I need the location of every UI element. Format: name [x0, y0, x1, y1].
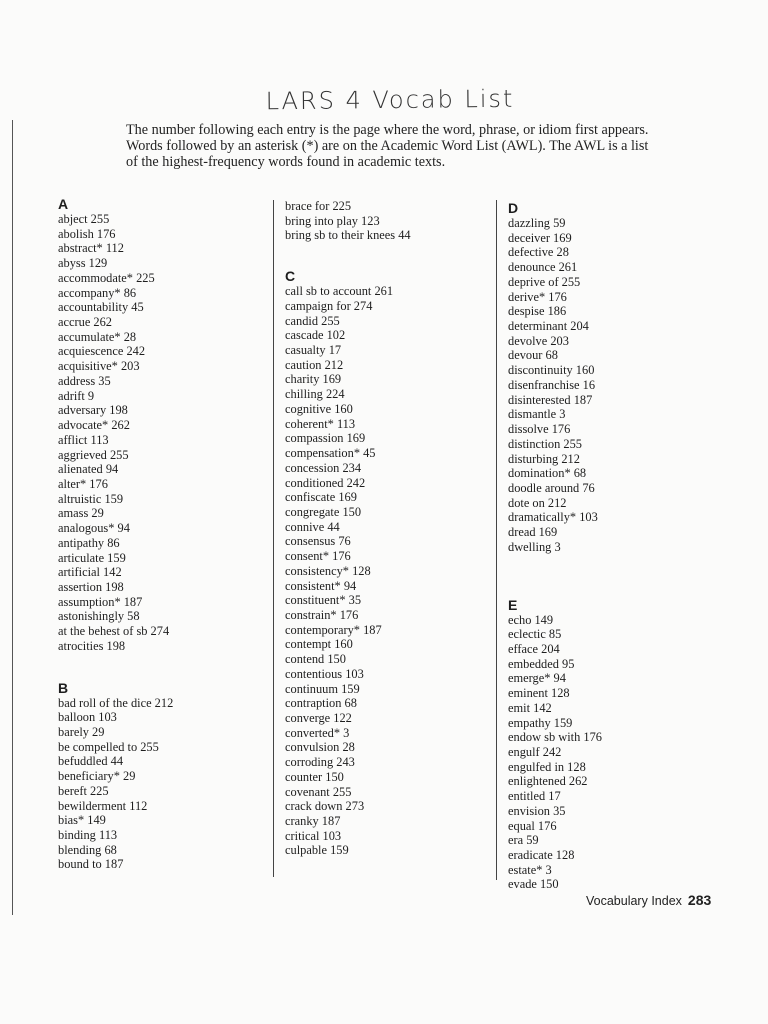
index-entry: alienated 94: [58, 462, 119, 477]
index-entry: contend 150: [285, 652, 346, 667]
index-entry: adrift 9: [58, 388, 95, 403]
index-entry: contentious 103: [285, 666, 364, 681]
index-entry: abyss 129: [58, 256, 108, 271]
index-entry: devolve 203: [508, 333, 569, 348]
index-entry: advocate* 262: [58, 418, 130, 433]
index-entry: casualty 17: [285, 343, 342, 358]
index-entry: endow sb with 176: [508, 730, 602, 745]
index-entry: deceiver 169: [508, 230, 572, 245]
intro-paragraph: The number following each entry is the page where the word, phrase, or idiom first appears. Words followed by an asterisk (*) are on the Academic Word List (AWL). The AWL is a list of the highest-frequency words found in academic texts.: [126, 122, 649, 170]
index-entry: doodle around 76: [508, 480, 595, 495]
index-entry: culpable 159: [285, 843, 349, 858]
index-entry: binding 113: [58, 828, 118, 843]
page-title: LARS 4 Vocab List: [265, 84, 515, 116]
index-entry: concession 234: [285, 460, 362, 475]
index-entry: at the behest of sb 274: [58, 624, 170, 639]
entry-list-b-part2: [285, 199, 485, 243]
index-entry: balloon 103: [58, 710, 117, 725]
index-entry: disturbing 212: [508, 451, 580, 466]
index-entry: atrocities 198: [58, 638, 126, 653]
index-entry: address 35: [58, 373, 111, 388]
index-entry: bewilderment 112: [58, 798, 148, 813]
index-entry: bereft 225: [58, 783, 109, 798]
index-entry: connive 44: [285, 519, 340, 534]
index-entry: coherent* 113: [285, 416, 356, 431]
index-column-1: [58, 196, 258, 872]
index-entry: dwelling 3: [508, 539, 561, 554]
index-entry: deprive of 255: [508, 274, 581, 289]
index-entry: bias* 149: [58, 813, 106, 828]
index-entry: disenfranchise 16: [508, 377, 596, 392]
index-entry: efface 204: [508, 641, 560, 656]
index-entry: cranky 187: [285, 814, 341, 829]
index-entry: campaign for 274: [285, 298, 373, 313]
index-entry: consistency* 128: [285, 563, 371, 578]
entry-list-c: [285, 284, 485, 858]
index-entry: abstract* 112: [58, 241, 124, 256]
index-entry: eradicate 128: [508, 848, 575, 863]
index-entry: eclectic 85: [508, 627, 562, 642]
page-edge-line: [12, 120, 13, 915]
index-entry: determinant 204: [508, 319, 589, 334]
index-entry: afflict 113: [58, 432, 109, 447]
index-entry: accompany* 86: [58, 285, 137, 300]
index-entry: distinction 255: [508, 436, 582, 451]
index-entry: disinterested 187: [508, 392, 593, 407]
index-entry: amass 29: [58, 506, 104, 521]
index-entry: confiscate 169: [285, 490, 357, 505]
index-entry: constrain* 176: [285, 607, 359, 622]
index-entry: echo 149: [508, 612, 554, 627]
index-entry: blending 68: [58, 842, 117, 857]
index-entry: accumulate* 28: [58, 329, 137, 344]
index-entry: devour 68: [508, 348, 558, 363]
index-entry: critical 103: [285, 828, 342, 843]
index-entry: abject 255: [58, 212, 110, 226]
index-entry: emerge* 94: [508, 671, 566, 686]
index-entry: covenant 255: [285, 784, 352, 799]
index-column-2: [285, 199, 485, 858]
index-entry: eminent 128: [508, 686, 570, 701]
entry-list-d: [508, 216, 708, 555]
index-entry: compassion 169: [285, 431, 366, 446]
index-entry: befuddled 44: [58, 754, 124, 769]
index-entry: empathy 159: [508, 715, 573, 730]
section-letter-b: B: [58, 679, 69, 696]
column-divider: [273, 200, 274, 877]
index-entry: bad roll of the dice 212: [58, 695, 174, 710]
index-entry: engulf 242: [508, 745, 562, 759]
index-entry: denounce 261: [508, 260, 578, 275]
index-entry: compensation* 45: [285, 446, 376, 461]
index-entry: envision 35: [508, 803, 566, 818]
index-entry: continuum 159: [285, 681, 360, 696]
index-entry: discontinuity 160: [508, 363, 595, 378]
index-entry: bring into play 123: [285, 213, 380, 228]
page-footer: [586, 892, 711, 908]
index-entry: acquisitive* 203: [58, 359, 140, 374]
index-entry: corroding 243: [285, 755, 355, 770]
index-entry: cascade 102: [285, 328, 346, 343]
index-entry: abolish 176: [58, 226, 116, 241]
index-entry: contempt 160: [285, 637, 353, 652]
index-entry: brace for 225: [285, 199, 352, 213]
index-entry: acquiescence 242: [58, 344, 146, 359]
page-number: 283: [687, 892, 712, 908]
section-letter-d: D: [508, 200, 519, 216]
index-entry: crack down 273: [285, 799, 365, 814]
column-divider: [496, 200, 497, 880]
index-entry: astonishingly 58: [58, 609, 140, 624]
index-entry: contraption 68: [285, 696, 357, 711]
index-entry: estate* 3: [508, 862, 552, 877]
index-entry: adversary 198: [58, 403, 128, 418]
index-entry: defective 28: [508, 245, 569, 260]
index-entry: accountability 45: [58, 300, 144, 315]
index-entry: chilling 224: [285, 387, 345, 402]
index-entry: consensus 76: [285, 534, 351, 549]
index-entry: entitled 17: [508, 789, 561, 804]
index-entry: engulfed in 128: [508, 759, 586, 774]
index-entry: alter* 176: [58, 476, 108, 491]
index-entry: antipathy 86: [58, 535, 120, 550]
index-entry: be compelled to 255: [58, 739, 159, 754]
index-entry: derive* 176: [508, 289, 567, 304]
index-entry: consistent* 94: [285, 578, 357, 593]
index-entry: converted* 3: [285, 725, 350, 740]
index-entry: charity 169: [285, 372, 342, 387]
index-entry: equal 176: [508, 818, 557, 833]
index-entry: contemporary* 187: [285, 622, 382, 637]
section-letter-e: E: [508, 596, 518, 613]
index-entry: call sb to account 261: [285, 284, 394, 299]
index-entry: constituent* 35: [285, 593, 362, 608]
index-entry: despise 186: [508, 304, 567, 319]
index-entry: dote on 212: [508, 495, 567, 510]
entry-list-e: [508, 613, 708, 893]
index-entry: enlightened 262: [508, 774, 588, 789]
index-entry: accrue 262: [58, 315, 113, 330]
index-entry: candid 255: [285, 313, 340, 328]
index-entry: dissolve 176: [508, 422, 571, 437]
section-letter-a: A: [58, 196, 69, 212]
index-entry: dismantle 3: [508, 407, 566, 422]
index-entry: aggrieved 255: [58, 447, 129, 462]
index-entry: dramatically* 103: [508, 510, 598, 525]
index-entry: dread 169: [508, 525, 558, 540]
index-entry: assumption* 187: [58, 594, 143, 609]
index-entry: barely 29: [58, 725, 105, 739]
index-column-3: [508, 200, 708, 892]
entry-list-b-part1: [58, 696, 258, 873]
index-entry: counter 150: [285, 769, 344, 784]
index-entry: caution 212: [285, 357, 344, 372]
index-entry: embedded 95: [508, 656, 575, 671]
footer-label: Vocabulary Index: [586, 894, 682, 908]
index-entry: emit 142: [508, 700, 552, 715]
index-entry: converge 122: [285, 711, 352, 725]
index-entry: congregate 150: [285, 504, 362, 519]
index-entry: altruistic 159: [58, 491, 124, 506]
section-letter-c: C: [285, 268, 296, 285]
index-entry: analogous* 94: [58, 521, 130, 536]
index-entry: domination* 68: [508, 466, 587, 481]
index-entry: convulsion 28: [285, 740, 355, 755]
index-entry: evade 150: [508, 877, 559, 892]
index-entry: artificial 142: [58, 565, 122, 580]
index-entry: articulate 159: [58, 550, 126, 565]
index-entry: accommodate* 225: [58, 270, 155, 285]
index-entry: cognitive 160: [285, 401, 353, 416]
index-entry: dazzling 59: [508, 216, 566, 230]
index-entry: conditioned 242: [285, 475, 366, 490]
entry-list-a: [58, 212, 258, 654]
index-entry: bring sb to their knees 44: [285, 228, 411, 243]
index-entry: beneficiary* 29: [58, 769, 136, 784]
index-entry: era 59: [508, 833, 539, 848]
index-entry: consent* 176: [285, 549, 351, 564]
index-entry: bound to 187: [58, 857, 124, 872]
index-entry: assertion 198: [58, 579, 124, 594]
